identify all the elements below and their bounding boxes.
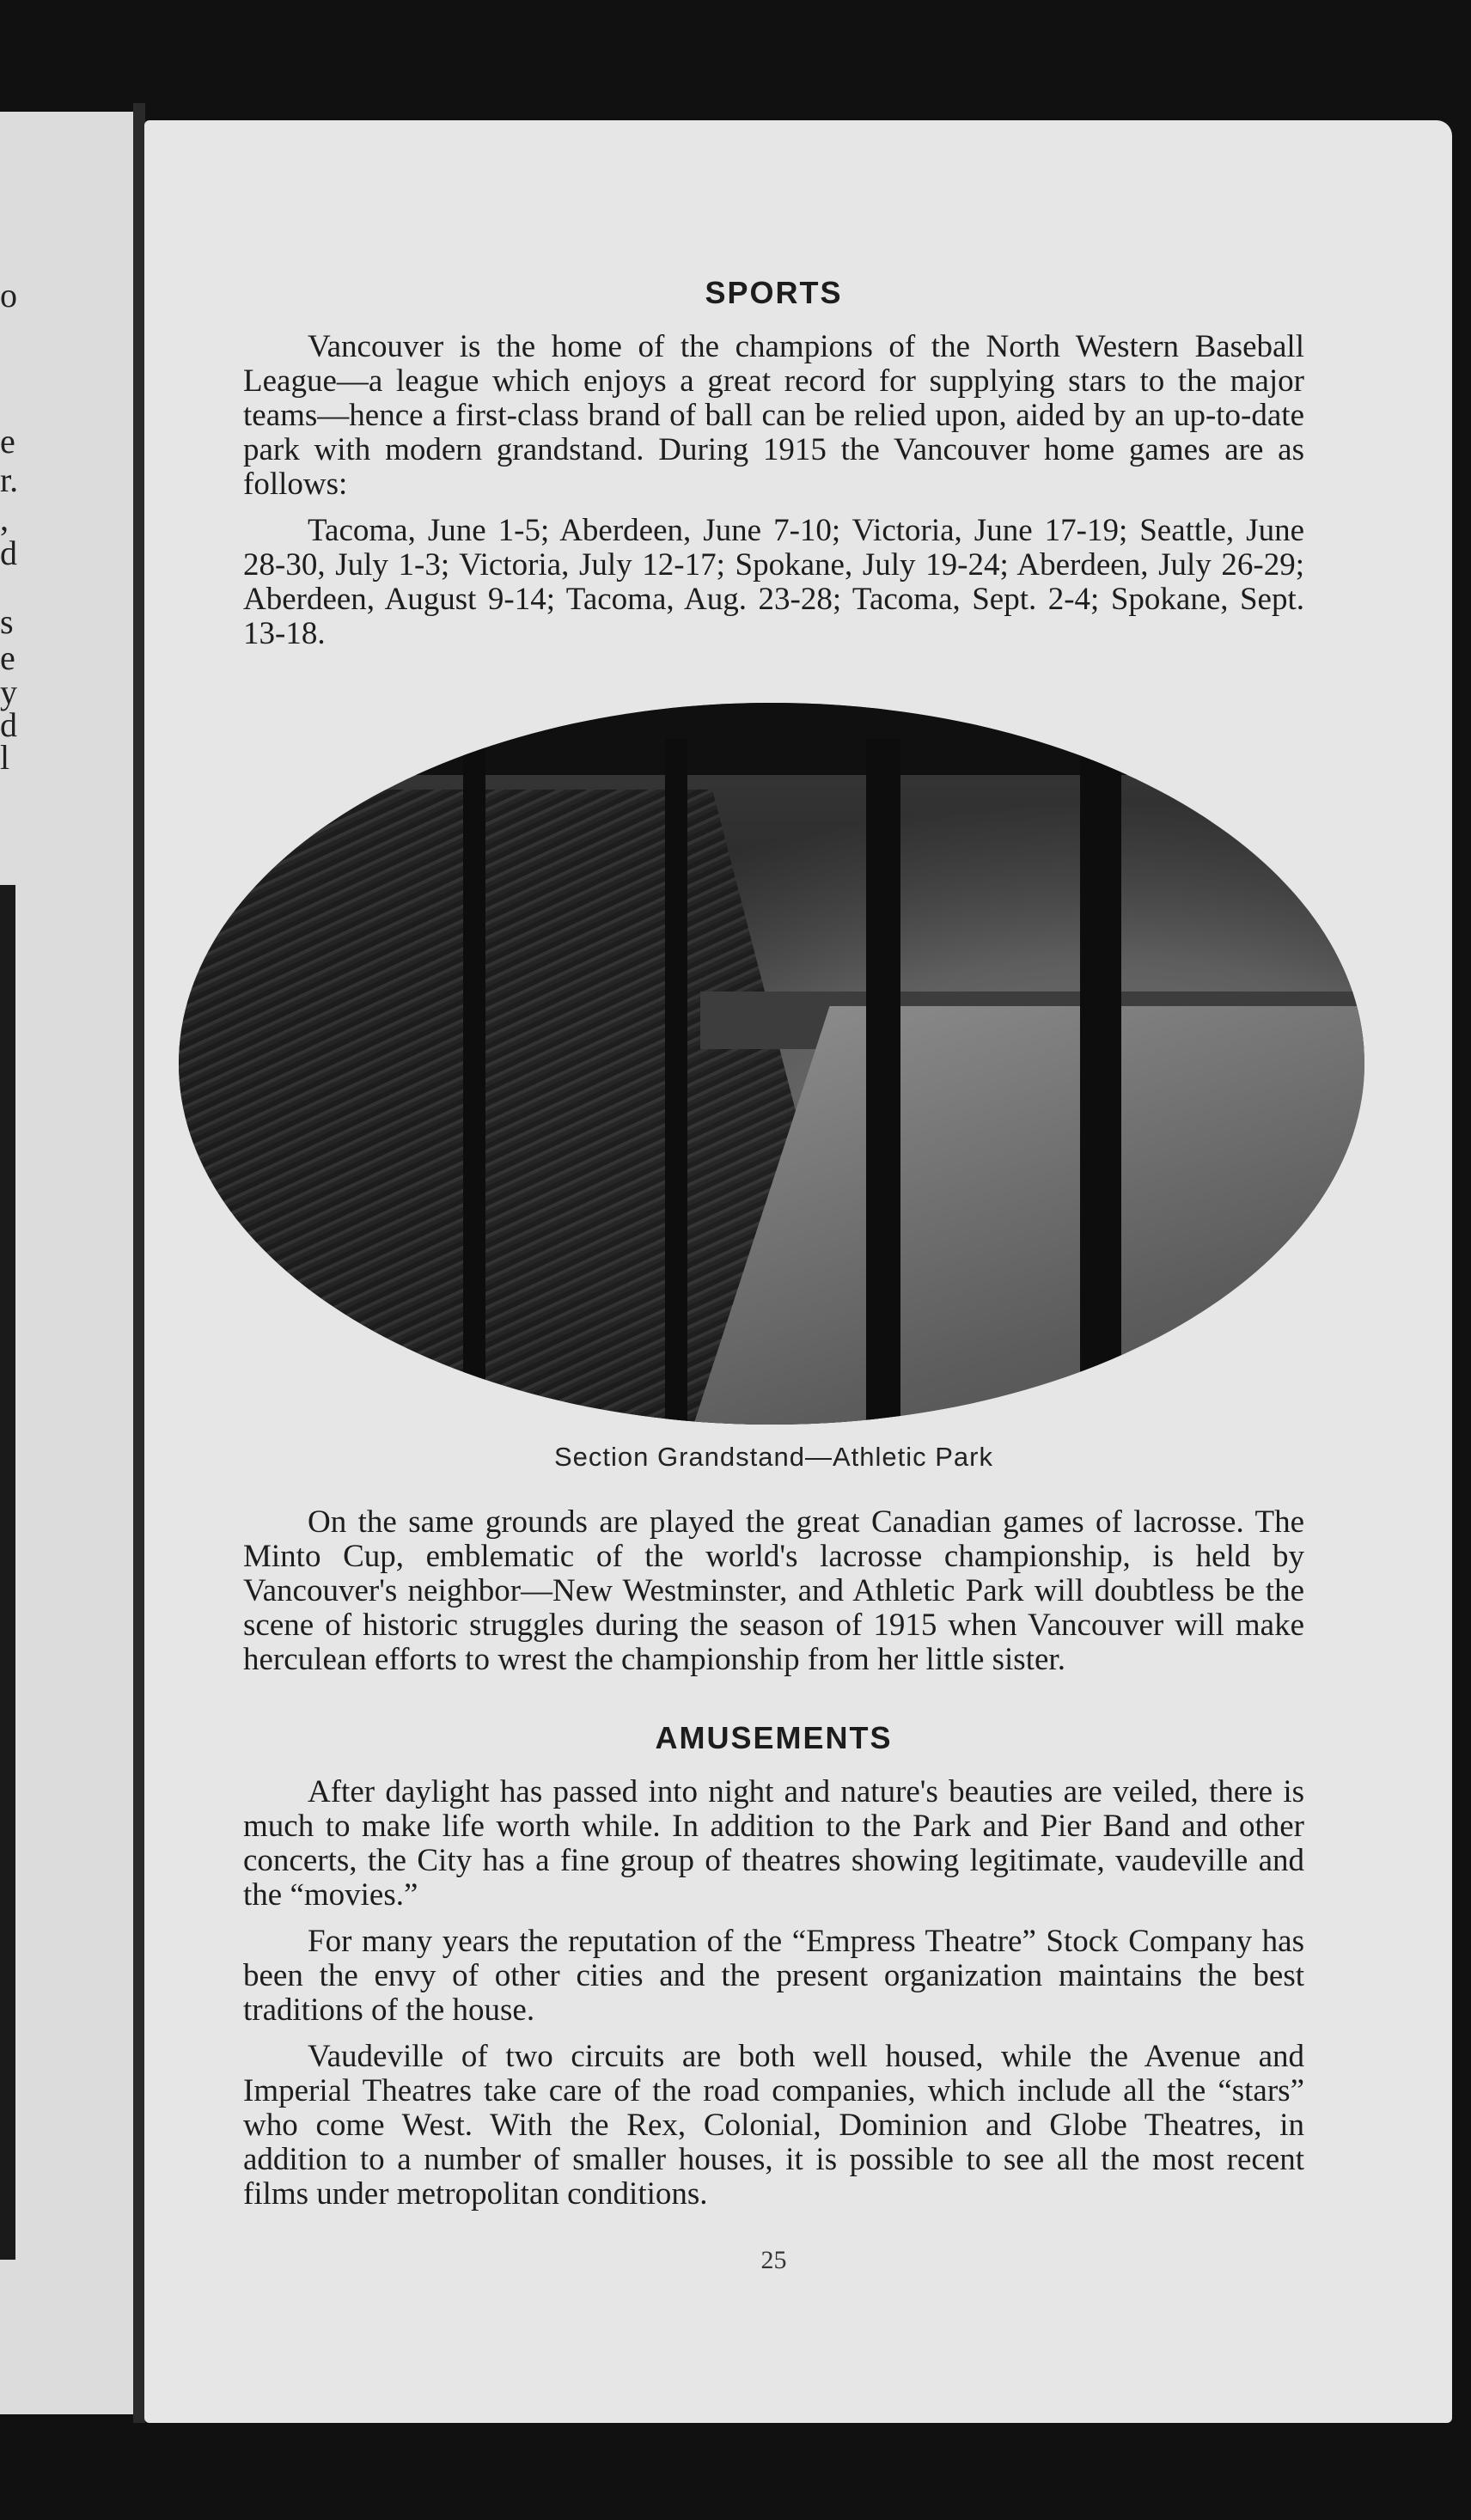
photo-post [866, 739, 900, 1425]
facing-page-fragment: d [0, 534, 17, 572]
facing-page-edge [0, 112, 143, 2414]
facing-page-fragment: , [0, 499, 9, 538]
facing-page-fragment: o [0, 276, 17, 314]
facing-page-fragment: e [0, 422, 15, 461]
facing-page-fragment: l [0, 738, 10, 777]
photo-roof [238, 703, 1364, 775]
amusements-heading: AMUSEMENTS [655, 1720, 893, 1755]
sports-heading: SPORTS [705, 275, 843, 310]
facing-page-fragment: s [0, 602, 14, 641]
sports-intro-paragraph: Vancouver is the home of the champions of the North Western Baseball League—a league which enjoys a great record for supplying stars to the major teams—hence a first-class brand of ball can be relied upon, aided by an up-to-date park with modern grandstand. During 1915 the Vancouver home games are as follows: [243, 329, 1304, 502]
lacrosse-paragraph: On the same grounds are played the great Canadian games of lacrosse. The Minto Cup, emblematic of the world's lacrosse championship, is held by Vancouver's neighbor—New Westminster, and Athletic Park will doubtless be the scene of historic struggles during the season of 1915 when Vancouver will make herculean efforts to wrest the championship from her little sister. [243, 1504, 1304, 1677]
facing-page-fragment: e [0, 638, 15, 677]
facing-page-fragment: y [0, 673, 17, 711]
page-number: 25 [760, 2246, 787, 2274]
amusements-paragraph-1: After daylight has passed into night and nature's beauties are veiled, there is much to make life worth while. In addition to the Park and Pier Band and other concerts, the City has a fine group of theatres showing legitimate, vaudeville and the “movies.” [243, 1774, 1304, 1913]
photo-post [665, 739, 687, 1425]
grandstand-photo [179, 703, 1364, 1425]
grandstand-photo-oval [179, 703, 1364, 1425]
photo-post [463, 739, 485, 1425]
facing-page-fragment: r. [0, 461, 19, 499]
photo-post [1080, 739, 1121, 1425]
page-content [243, 275, 1304, 2275]
book-page [144, 120, 1452, 2423]
amusements-paragraph-3: Vaudeville of two circuits are both well housed, while the Avenue and Imperial Theatres take care of the road companies, which include all the “stars” who come West. With the Rex, Colonial, Dominion and Globe Theatres, in addition to a number of smaller houses, it is possible to see all the most recent films under metropolitan conditions. [243, 2039, 1304, 2212]
book-spine [133, 103, 145, 2423]
photo-caption: Section Grandstand—Athletic Park [553, 1442, 994, 1472]
baseball-schedule-paragraph: Tacoma, June 1-5; Aberdeen, June 7-10; Victoria, June 17-19; Seattle, June 28-30, July 1-3; Victoria, July 12-17; Spokane, July 19-24; Aberdeen, July 26-29; Aberdeen, August 9-14; Tacoma, Aug. 23-28; Tacoma, Sept. 2-4; Spokane, Sept. 13-18. [243, 513, 1304, 651]
amusements-paragraph-2: For many years the reputation of the “Empress Theatre” Stock Company has been the envy of other cities and the present organization maintains the best traditions of the house. [243, 1924, 1304, 2028]
facing-page-shadow [0, 885, 15, 2260]
facing-page-fragment: d [0, 705, 17, 744]
